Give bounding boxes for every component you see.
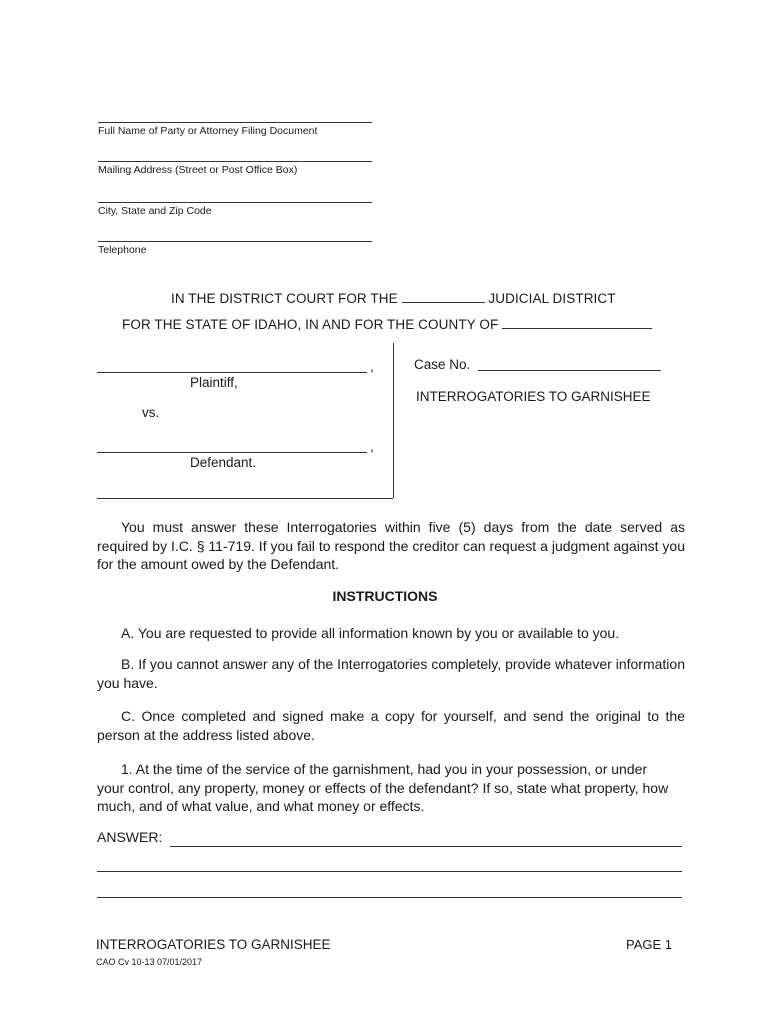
vs-label: vs. (142, 405, 160, 420)
address-field[interactable] (98, 161, 372, 176)
court-line-2-text: FOR THE STATE OF IDAHO, IN AND FOR THE COUNTY OF (122, 317, 499, 332)
county-blank[interactable] (502, 316, 652, 329)
answer-line-2[interactable] (97, 871, 682, 872)
case-no-blank[interactable] (478, 370, 661, 371)
instruction-c: C. Once completed and signed make a copy for yourself, and send the original to the person at the address listed above. (97, 708, 685, 743)
answer-label: ANSWER: (97, 829, 163, 845)
plaintiff-name-line[interactable] (97, 372, 367, 373)
document-title: INTERROGATORIES TO GARNISHEE (416, 389, 651, 404)
telephone-field[interactable] (98, 241, 372, 256)
defendant-label: Defendant. (190, 455, 257, 470)
answer-line-3[interactable] (97, 897, 682, 898)
name-field-label: Full Name of Party or Attorney Filing Document (98, 125, 318, 137)
district-blank[interactable] (402, 290, 485, 303)
case-no-label: Case No. (414, 357, 471, 372)
page-number: PAGE 1 (626, 937, 673, 952)
address-field-label: Mailing Address (Street or Post Office Box) (98, 164, 298, 176)
telephone-field-label: Telephone (98, 244, 147, 256)
court-line-2 (122, 316, 652, 332)
court-line-1-start: IN THE DISTRICT COURT FOR THE (171, 291, 398, 306)
caption-bottom-border (97, 498, 393, 499)
court-line-1 (171, 290, 616, 306)
plaintiff-label: Plaintiff, (190, 375, 238, 390)
name-field[interactable] (98, 122, 372, 137)
city-field[interactable] (98, 202, 372, 217)
intro-paragraph: You must answer these Interrogatories within five (5) days from the date served as required by I.C. § 11-719. If you fail to respond the creditor can request a judgment against you for the amount owed by the Defendant. (97, 519, 685, 572)
defendant-comma: , (370, 439, 374, 454)
instruction-b: B. If you cannot answer any of the Interrogatories completely, provide whatever information you have. (97, 656, 685, 691)
answer-line-1[interactable] (170, 846, 682, 847)
instructions-heading: INSTRUCTIONS (332, 588, 438, 604)
footer-title: INTERROGATORIES TO GARNISHEE (96, 937, 331, 952)
city-field-label: City, State and Zip Code (98, 205, 212, 217)
defendant-name-line[interactable] (97, 452, 367, 453)
instruction-a: A. You are requested to provide all information known by you or available to you. (121, 625, 620, 641)
court-line-1-end: JUDICIAL DISTRICT (488, 291, 616, 306)
plaintiff-comma: , (370, 359, 374, 374)
footer-form-code: CAO Cv 10-13 07/01/2017 (96, 957, 203, 967)
question-1: 1. At the time of the service of the garnishment, had you in your possession, or under your control, any property, money or effects of the defendant? If so, state what property, how much, and of what value, and what money or effects. (97, 761, 669, 814)
caption-divider (393, 343, 394, 498)
